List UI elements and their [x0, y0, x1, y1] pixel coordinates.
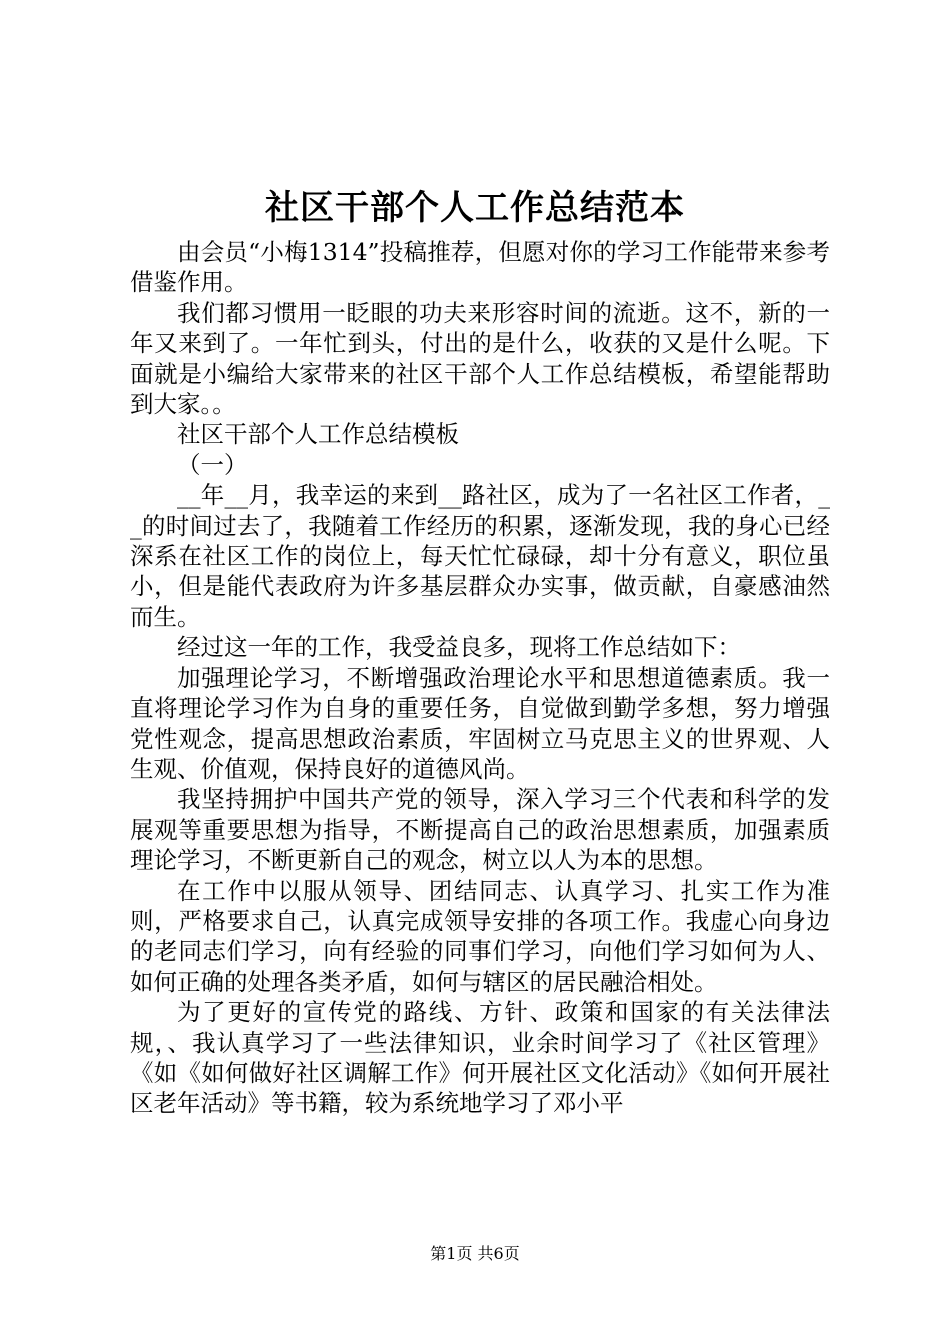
- paragraph-intro: 由会员“小梅1314”投稿推荐，但愿对你的学习工作能带来参考借鉴作用。: [130, 238, 830, 297]
- paragraph-theory-study: 加强理论学习，不断增强政治理论水平和思想道德素质。我一直将理论学习作为自身的重要任务，自觉做到勤学多想，努力增强党性观念，提高思想政治素质，牢固树立马克思主义的世界观、人生观、价值观，保持良好的道德风尚。: [130, 663, 830, 783]
- document-body: [130, 237, 830, 1119]
- paragraph-party-support: 我坚持拥护中国共产党的领导，深入学习三个代表和科学的发展观等重要思想为指导，不断提高自己的政治思想素质，加强素质理论学习，不断更新自己的观念，树立以人为本的思想。: [130, 785, 830, 875]
- section-heading: 社区干部个人工作总结模板: [177, 420, 459, 449]
- document-title: 社区干部个人工作总结范本: [265, 188, 685, 228]
- paragraph-opening: 我们都习惯用一眨眼的功夫来形容时间的流逝。这不，新的一年又来到了。一年忙到头，付出的是什么，收获的又是什么呢。下面就是小编给大家带来的社区干部个人工作总结模板，希望能帮助到大家。。: [130, 298, 830, 419]
- page-footer: 第1页 共6页: [430, 1244, 520, 1263]
- paragraph-work-principles: 在工作中以服从领导、团结同志、认真学习、扎实工作为准则，严格要求自己，认真完成领导安排的各项工作。我虚心向身边的老同志们学习，向有经验的同事们学习，向他们学习如何为人、如何正确的处理各类矛盾，如何与辖区的居民融洽相处。: [130, 876, 830, 996]
- paragraph-arrival: __年__月，我幸运的来到__路社区，成为了一名社区工作者，__的时间过去了，我随着工作经历的积累，逐渐发现，我的身心已经深系在社区工作的岗位上，每天忙忙碌碌，却十分有意义，职位虽小，但是能代表政府为许多基层群众办实事，做贡献，自豪感油然而生。: [130, 481, 830, 631]
- paragraph-summary-lead: 经过这一年的工作，我受益良多，现将工作总结如下：: [177, 633, 741, 662]
- paragraph-legal-study: 为了更好的宣传党的路线、方针、政策和国家的有关法律法规，、我认真学习了一些法律知识，业余时间学习了《社区管理》《如《如何做好社区调解工作》何开展社区文化活动》《如何开展社区老年活动》等书籍，较为系统地学习了邓小平: [130, 998, 830, 1118]
- section-number: （一）: [177, 450, 248, 479]
